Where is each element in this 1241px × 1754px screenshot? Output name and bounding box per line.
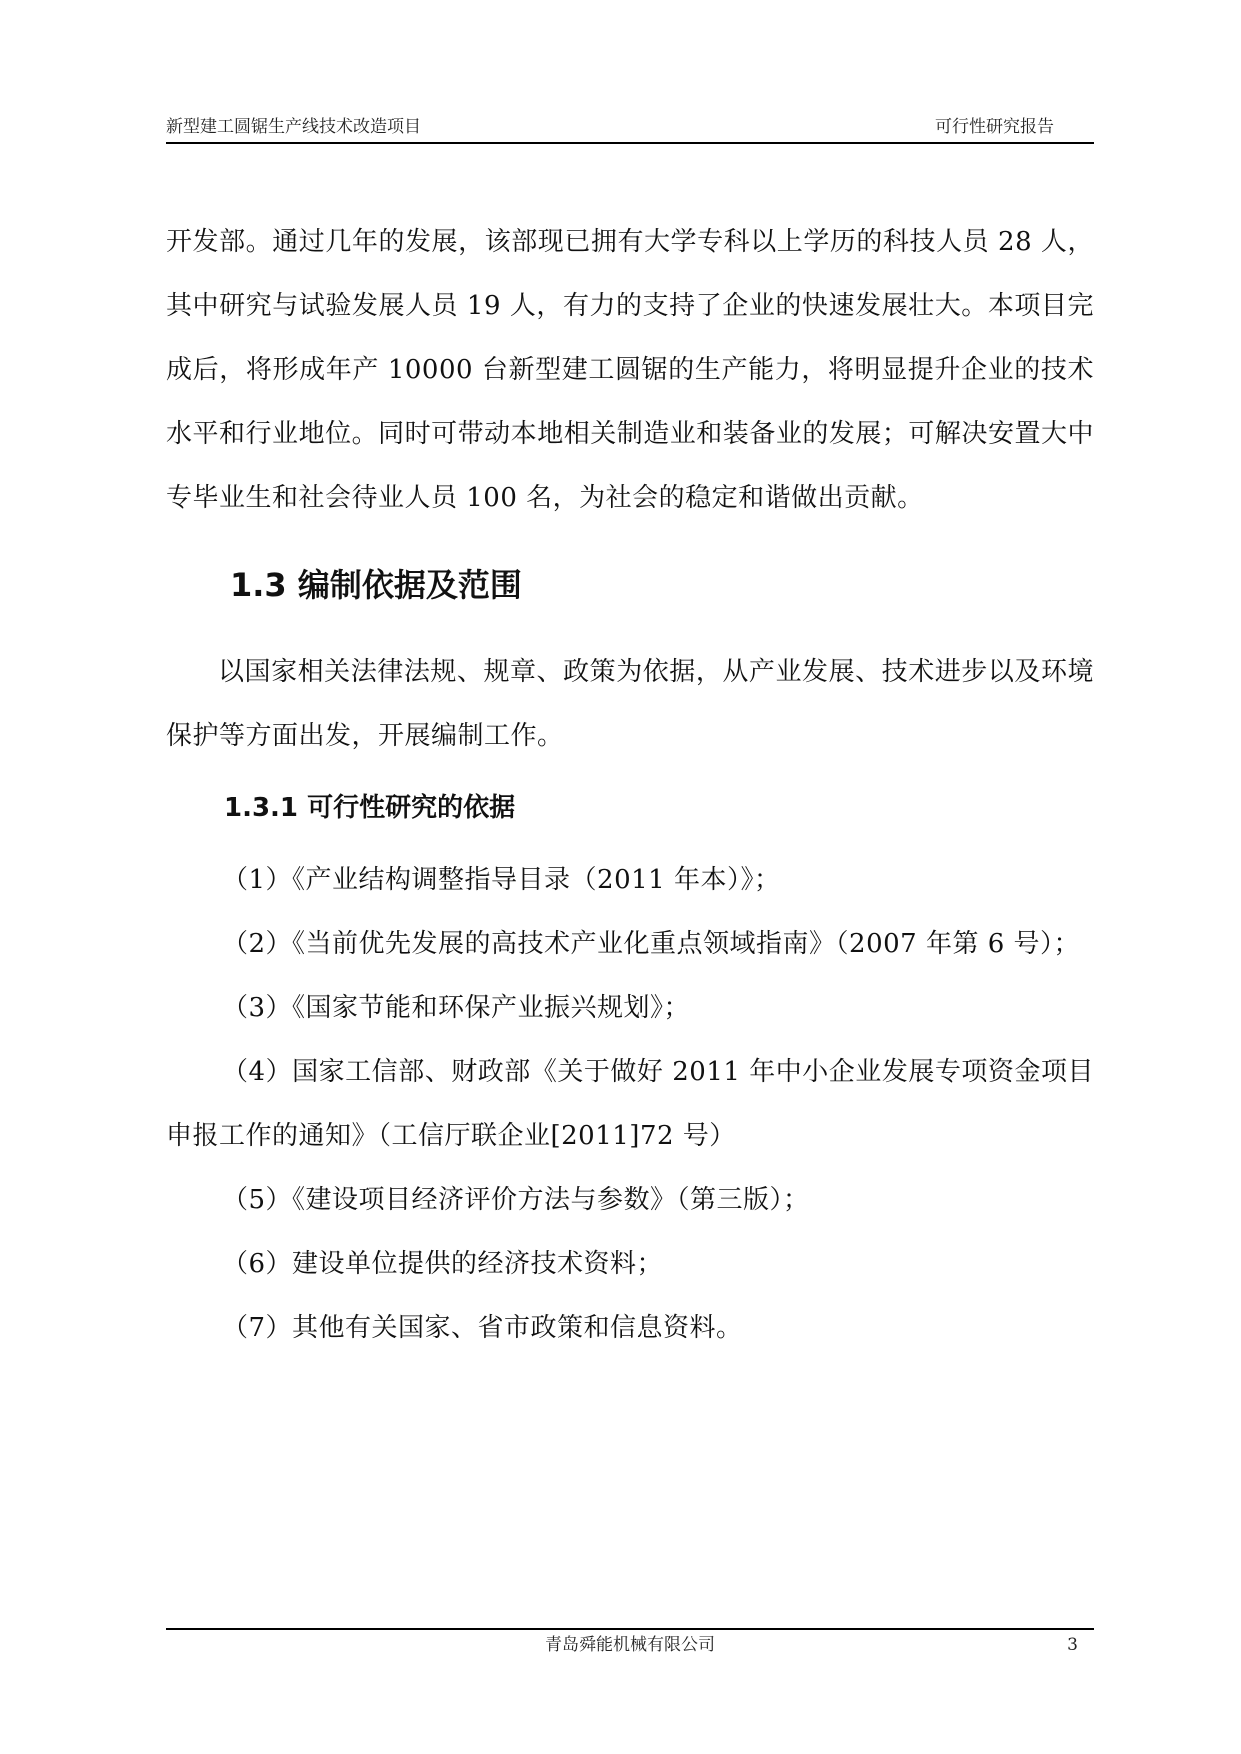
basis-list-item: （7）其他有关国家、省市政策和信息资料。: [222, 1313, 743, 1343]
basis-list-item: （1）《产业结构调整指导目录（2011 年本）》；: [222, 865, 781, 895]
page-header: [166, 112, 1094, 144]
basis-list-item: （2）《当前优先发展的高技术产业化重点领域指南》（2007 年第 6 号）；: [222, 929, 1081, 959]
header-project-title: 新型建工圆锯生产线技术改造项目: [166, 117, 421, 137]
section-heading-1-3-1: 1.3.1 可行性研究的依据: [224, 793, 516, 823]
basis-list-item: （5）《建设项目经济评价方法与参数》（第三版）；: [222, 1185, 810, 1215]
body-paragraph-basis-scope: 以国家相关法律法规、规章、政策为依据，从产业发展、技术进步以及环境保护等方面出发，开展编制工作。: [166, 657, 1094, 751]
basis-list-item: （3）《国家节能和环保产业振兴规划》；: [222, 993, 691, 1023]
body-paragraph-development: 开发部。通过几年的发展，该部现已拥有大学专科以上学历的科技人员 28 人，其中研究与试验发展人员 19 人，有力的支持了企业的快速发展壮大。本项目完成后，将形成年产 10000 台新型建工圆锯的生产能力，将明显提升企业的技术水平和行业地位。同时可带动本地相关制造业和装备业的发展；可解决安置大中专毕业生和社会待业人员 100 名，为社会的稳定和谐做出贡献。: [166, 227, 1094, 513]
page-number: 3: [1067, 1635, 1078, 1655]
page-footer: [166, 1628, 1094, 1660]
section-heading-1-3: 1.3 编制依据及范围: [230, 566, 522, 604]
page-content: [166, 210, 1094, 1360]
footer-company-name: 青岛舜能机械有限公司: [545, 1635, 715, 1655]
basis-list-item: （6）建设单位提供的经济技术资料；: [222, 1249, 664, 1279]
basis-list-item: （4）国家工信部、财政部《关于做好 2011 年中小企业发展专项资金项目申报工作的通知》（工信厅联企业[2011]72 号）: [166, 1057, 1094, 1151]
header-report-type: 可行性研究报告: [935, 117, 1054, 137]
